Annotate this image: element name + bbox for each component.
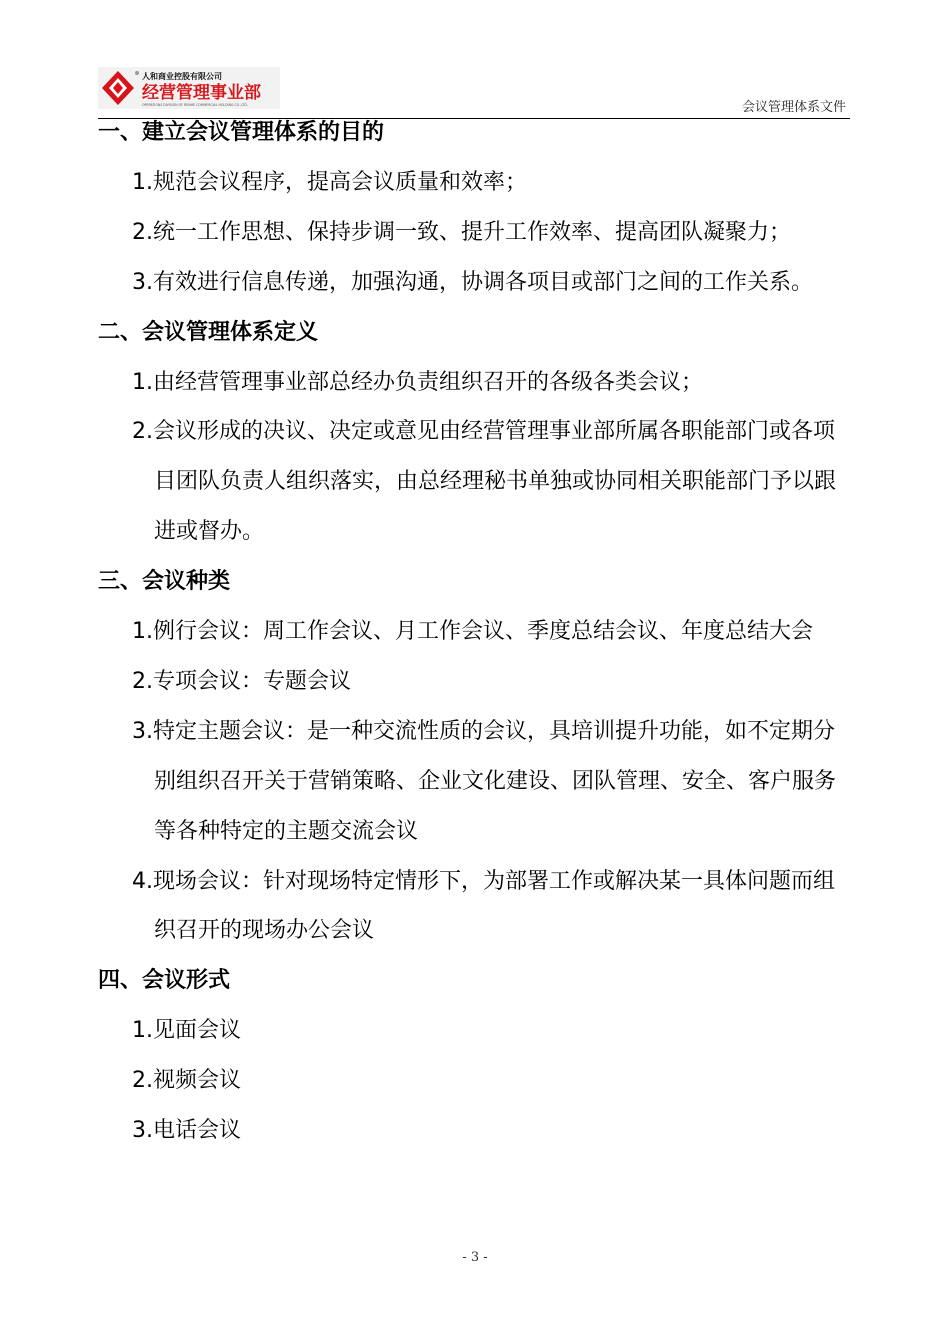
list-item: 2.统一工作思想、保持步调一致、提升工作效率、提高团队凝聚力； bbox=[132, 219, 791, 245]
logo-graphic bbox=[98, 67, 280, 109]
list-item: 4.现场会议：针对现场特定情形下，为部署工作或解决某一具体问题而组 bbox=[132, 868, 835, 894]
list-item-continuation: 等各种特定的主题交流会议 bbox=[154, 818, 419, 844]
list-item-continuation: 目团队负责人组织落实，由总经理秘书单独或协同相关职能部门予以跟 bbox=[154, 469, 837, 495]
list-item: 3.特定主题会议：是一种交流性质的会议，具培训提升功能，如不定期分 bbox=[132, 718, 835, 744]
registered-dot-icon bbox=[135, 71, 139, 75]
company-logo bbox=[98, 67, 280, 109]
logo-division-english: OPERATIONS DIVISION OF RENHE COMMERCIAL HOLDING CO.,LTD. bbox=[142, 103, 248, 107]
list-item-continuation: 进或督办。 bbox=[154, 519, 265, 545]
list-item: 2.会议形成的决议、决定或意见由经营管理事业部所属各职能部门或各项 bbox=[132, 419, 835, 445]
section-heading: 二、会议管理体系定义 bbox=[98, 319, 319, 345]
page-number: - 3 - bbox=[462, 1250, 488, 1265]
section-heading: 三、会议种类 bbox=[98, 569, 231, 595]
list-item-continuation: 织召开的现场办公会议 bbox=[154, 918, 375, 944]
section-heading: 四、会议形式 bbox=[98, 968, 231, 994]
list-item: 3.有效进行信息传递，加强沟通，协调各项目或部门之间的工作关系。 bbox=[132, 269, 813, 295]
document-title: 会议管理体系文件 bbox=[741, 100, 846, 115]
list-item: 1.见面会议 bbox=[132, 1018, 241, 1044]
list-item: 1.例行会议：周工作会议、月工作会议、季度总结会议、年度总结大会 bbox=[132, 619, 813, 644]
list-item: 1.规范会议程序，提高会议质量和效率； bbox=[132, 169, 527, 195]
logo-division-name: 经营管理事业部 bbox=[142, 83, 261, 103]
list-item: 3.电话会议 bbox=[132, 1118, 241, 1143]
list-item: 2.视频会议 bbox=[132, 1068, 241, 1094]
list-item-continuation: 别组织召开关于营销策略、企业文化建设、团队管理、安全、客户服务 bbox=[154, 768, 837, 794]
list-item: 2.专项会议：专题会议 bbox=[132, 668, 351, 694]
list-item: 1.由经营管理事业部总经办负责组织召开的各级各类会议； bbox=[132, 369, 703, 395]
logo-company-name: 人和商业控股有限公司 bbox=[142, 72, 222, 81]
section-heading: 一、建立会议管理体系的目的 bbox=[98, 120, 385, 145]
